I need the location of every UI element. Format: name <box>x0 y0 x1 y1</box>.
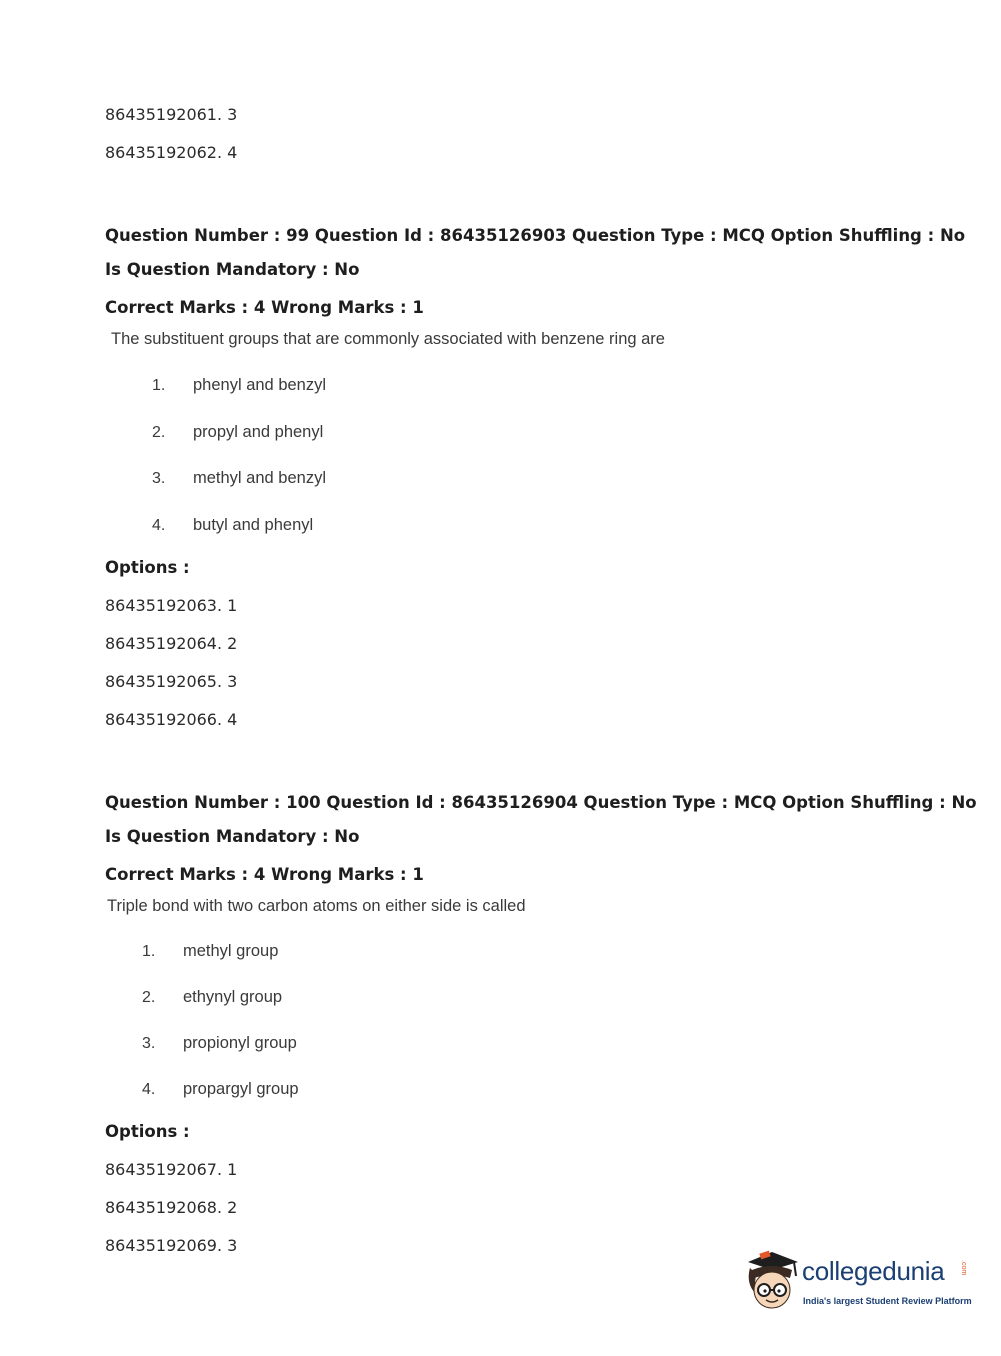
choice-text: ethynyl group <box>183 988 283 1006</box>
choice-number: 4. <box>142 1081 156 1098</box>
option-id-line: 86435192062. 4 <box>105 143 238 162</box>
choice-number: 1. <box>142 943 156 960</box>
option-id-line: 86435192061. 3 <box>105 105 238 124</box>
choice-text: methyl group <box>183 942 279 960</box>
logo-domain: .com <box>960 1260 967 1276</box>
choice-number: 2. <box>142 989 156 1006</box>
option-id-line: 86435192063. 1 <box>105 596 238 615</box>
question-mandatory: Is Question Mandatory : No <box>105 260 360 279</box>
logo-wordmark: collegedunia <box>802 1256 945 1286</box>
options-label: Options : <box>105 558 190 577</box>
choice-text: butyl and phenyl <box>193 516 314 534</box>
choice-number: 1. <box>152 377 166 394</box>
choice-number: 4. <box>152 517 166 534</box>
choice-text: propyl and phenyl <box>193 423 324 441</box>
logo-tagline: India's largest Student Review Platform <box>803 1296 972 1306</box>
question-stem: The substituent groups that are commonly associated with benzene ring are <box>111 330 665 348</box>
question-header: Question Number : 100 Question Id : 86435126904 Question Type : MCQ Option Shuffling : No <box>105 793 977 812</box>
collegedunia-logo <box>742 1248 972 1318</box>
question-header: Question Number : 99 Question Id : 86435126903 Question Type : MCQ Option Shuffling : No <box>105 226 966 245</box>
choice-number: 3. <box>142 1035 156 1052</box>
option-id-line: 86435192064. 2 <box>105 634 238 653</box>
question-marks: Correct Marks : 4 Wrong Marks : 1 <box>105 865 424 884</box>
choice-text: propionyl group <box>183 1034 297 1052</box>
choice-number: 3. <box>152 470 166 487</box>
option-id-line: 86435192069. 3 <box>105 1236 238 1255</box>
option-id-line: 86435192068. 2 <box>105 1198 238 1217</box>
question-mandatory: Is Question Mandatory : No <box>105 827 360 846</box>
choice-text: methyl and benzyl <box>193 469 326 487</box>
choice-text: propargyl group <box>183 1080 299 1098</box>
option-id-line: 86435192065. 3 <box>105 672 238 691</box>
options-label: Options : <box>105 1122 190 1141</box>
question-stem: Triple bond with two carbon atoms on either side is called <box>107 897 526 915</box>
question-marks: Correct Marks : 4 Wrong Marks : 1 <box>105 298 424 317</box>
choice-text: phenyl and benzyl <box>193 376 327 394</box>
option-id-line: 86435192066. 4 <box>105 710 238 729</box>
mascot-icon <box>742 1248 802 1316</box>
choice-number: 2. <box>152 424 166 441</box>
option-id-line: 86435192067. 1 <box>105 1160 238 1179</box>
